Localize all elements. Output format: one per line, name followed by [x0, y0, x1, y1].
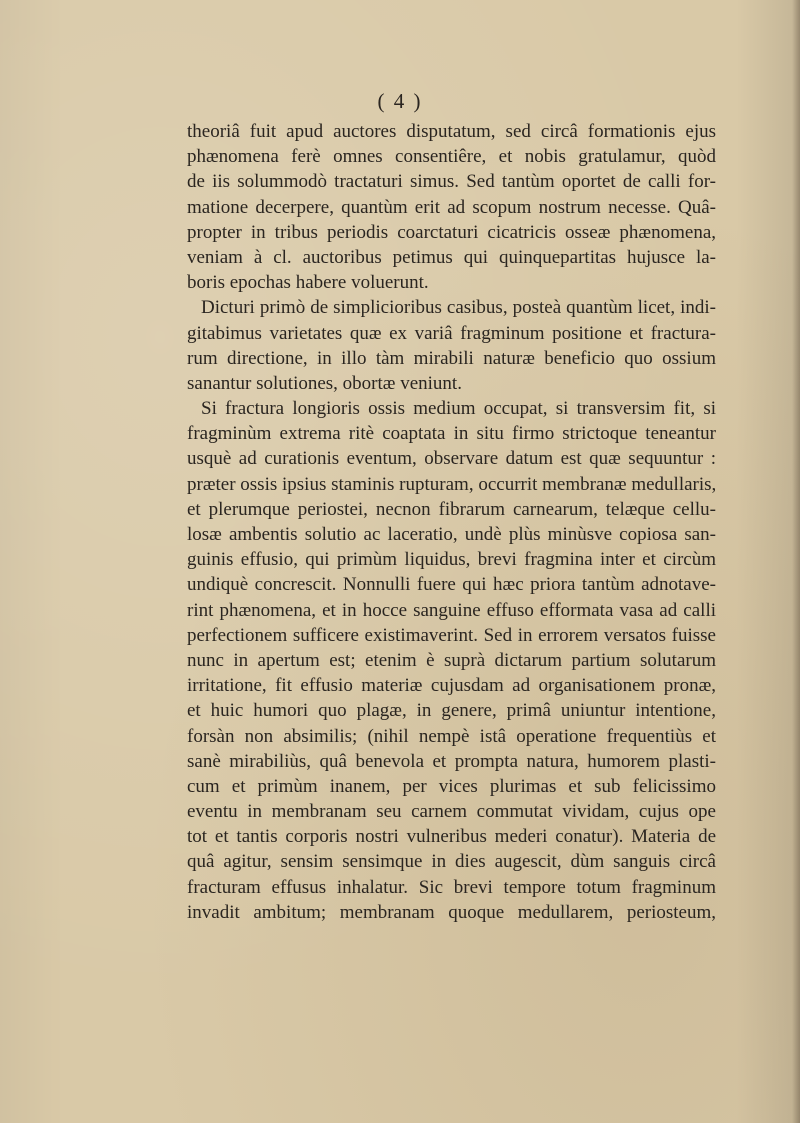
text-line: perfectionem sufficere existimaverint. Sed in errorem versatos fuisse: [187, 624, 716, 646]
page-number: ( 4 ): [377, 89, 423, 113]
text-line: fragminùm extrema ritè coaptata in situ firmo strictoque teneantur: [187, 423, 716, 445]
text-line: et plerumque periostei, necnon fibrarum carnearum, telæque cellu-: [187, 498, 716, 520]
text-line: et huic humori quo plagæ, in genere, primâ uniuntur intentione,: [187, 700, 716, 722]
text-line: tot et tantis corporis nostri vulneribus mederi conatur). Materia de: [187, 826, 716, 848]
text-line: rum directione, in illo tàm mirabili naturæ beneficio quo ossium: [187, 347, 716, 369]
text-line: rint phænomena, et in hocce sanguine effuso efformata vasa ad calli: [187, 599, 716, 621]
text-line: phænomena ferè omnes consentiêre, et nobis gratulamur, quòd: [187, 146, 716, 168]
text-line: sanè mirabiliùs, quâ benevola et prompta natura, humorem plasti-: [187, 750, 716, 772]
text-line: forsàn non absimilis; (nihil nempè istâ operatione frequentiùs et: [187, 725, 716, 747]
text-line: veniam à cl. auctoribus petimus qui quinquepartitas hujusce la-: [187, 246, 716, 268]
text-line: gitabimus varietates quæ ex variâ fragminum positione et fractura-: [187, 322, 716, 344]
text-line: sanantur solutiones, obortæ veniunt.: [187, 372, 462, 394]
body-text: [187, 119, 716, 925]
text-line: irritatione, fit effusio materiæ cujusdam ad organisationem pronæ,: [187, 675, 716, 697]
text-line: præter ossis ipsius staminis rupturam, occurrit membranæ medullaris,: [187, 473, 717, 495]
text-line: quâ agitur, sensim sensimque in dies augescit, dùm sanguis circâ: [187, 851, 716, 873]
text-line: matione decerpere, quantùm erit ad scopum nostrum necesse. Quâ-: [187, 196, 716, 218]
page-edge-shadow: [792, 0, 800, 1123]
text-line: theoriâ fuit apud auctores disputatum, sed circâ formationis ejus: [187, 121, 716, 142]
text-line: losæ ambentis solutio ac laceratio, undè plùs minùsve copiosa san-: [187, 524, 716, 545]
text-line: Dicturi primò de simplicioribus casibus, posteà quantùm licet, indi-: [201, 297, 716, 319]
text-line: boris epochas habere voluerunt.: [187, 272, 429, 294]
text-line: Si fractura longioris ossis medium occupat, si transversim fit, si: [201, 398, 716, 420]
text-line: fracturam effusus inhalatur. Sic brevi tempore totum fragminum: [187, 876, 716, 898]
text-line: cum et primùm inanem, per vices plurimas et sub felicissimo: [187, 775, 716, 797]
text-line: usquè ad curationis eventum, observare datum est quæ sequuntur :: [187, 448, 716, 470]
text-line: invadit ambitum; membranam quoque medullarem, periosteum,: [187, 901, 716, 923]
text-line: nunc in apertum est; etenim è suprà dictarum partium solutarum: [187, 649, 716, 671]
text-line: guinis effusio, qui primùm liquidus, brevi fragmina inter et circùm: [187, 549, 716, 571]
text-line: undiquè concrescit. Nonnulli fuere qui hæc priora tantùm adnotave-: [187, 574, 716, 596]
text-line: de iis solummodò tractaturi simus. Sed tantùm oportet de calli for-: [187, 171, 716, 193]
text-line: propter in tribus periodis coarctaturi cicatricis osseæ phænomena,: [187, 221, 716, 243]
text-line: eventu in membranam seu carnem commutat vividam, cujus ope: [187, 801, 716, 823]
